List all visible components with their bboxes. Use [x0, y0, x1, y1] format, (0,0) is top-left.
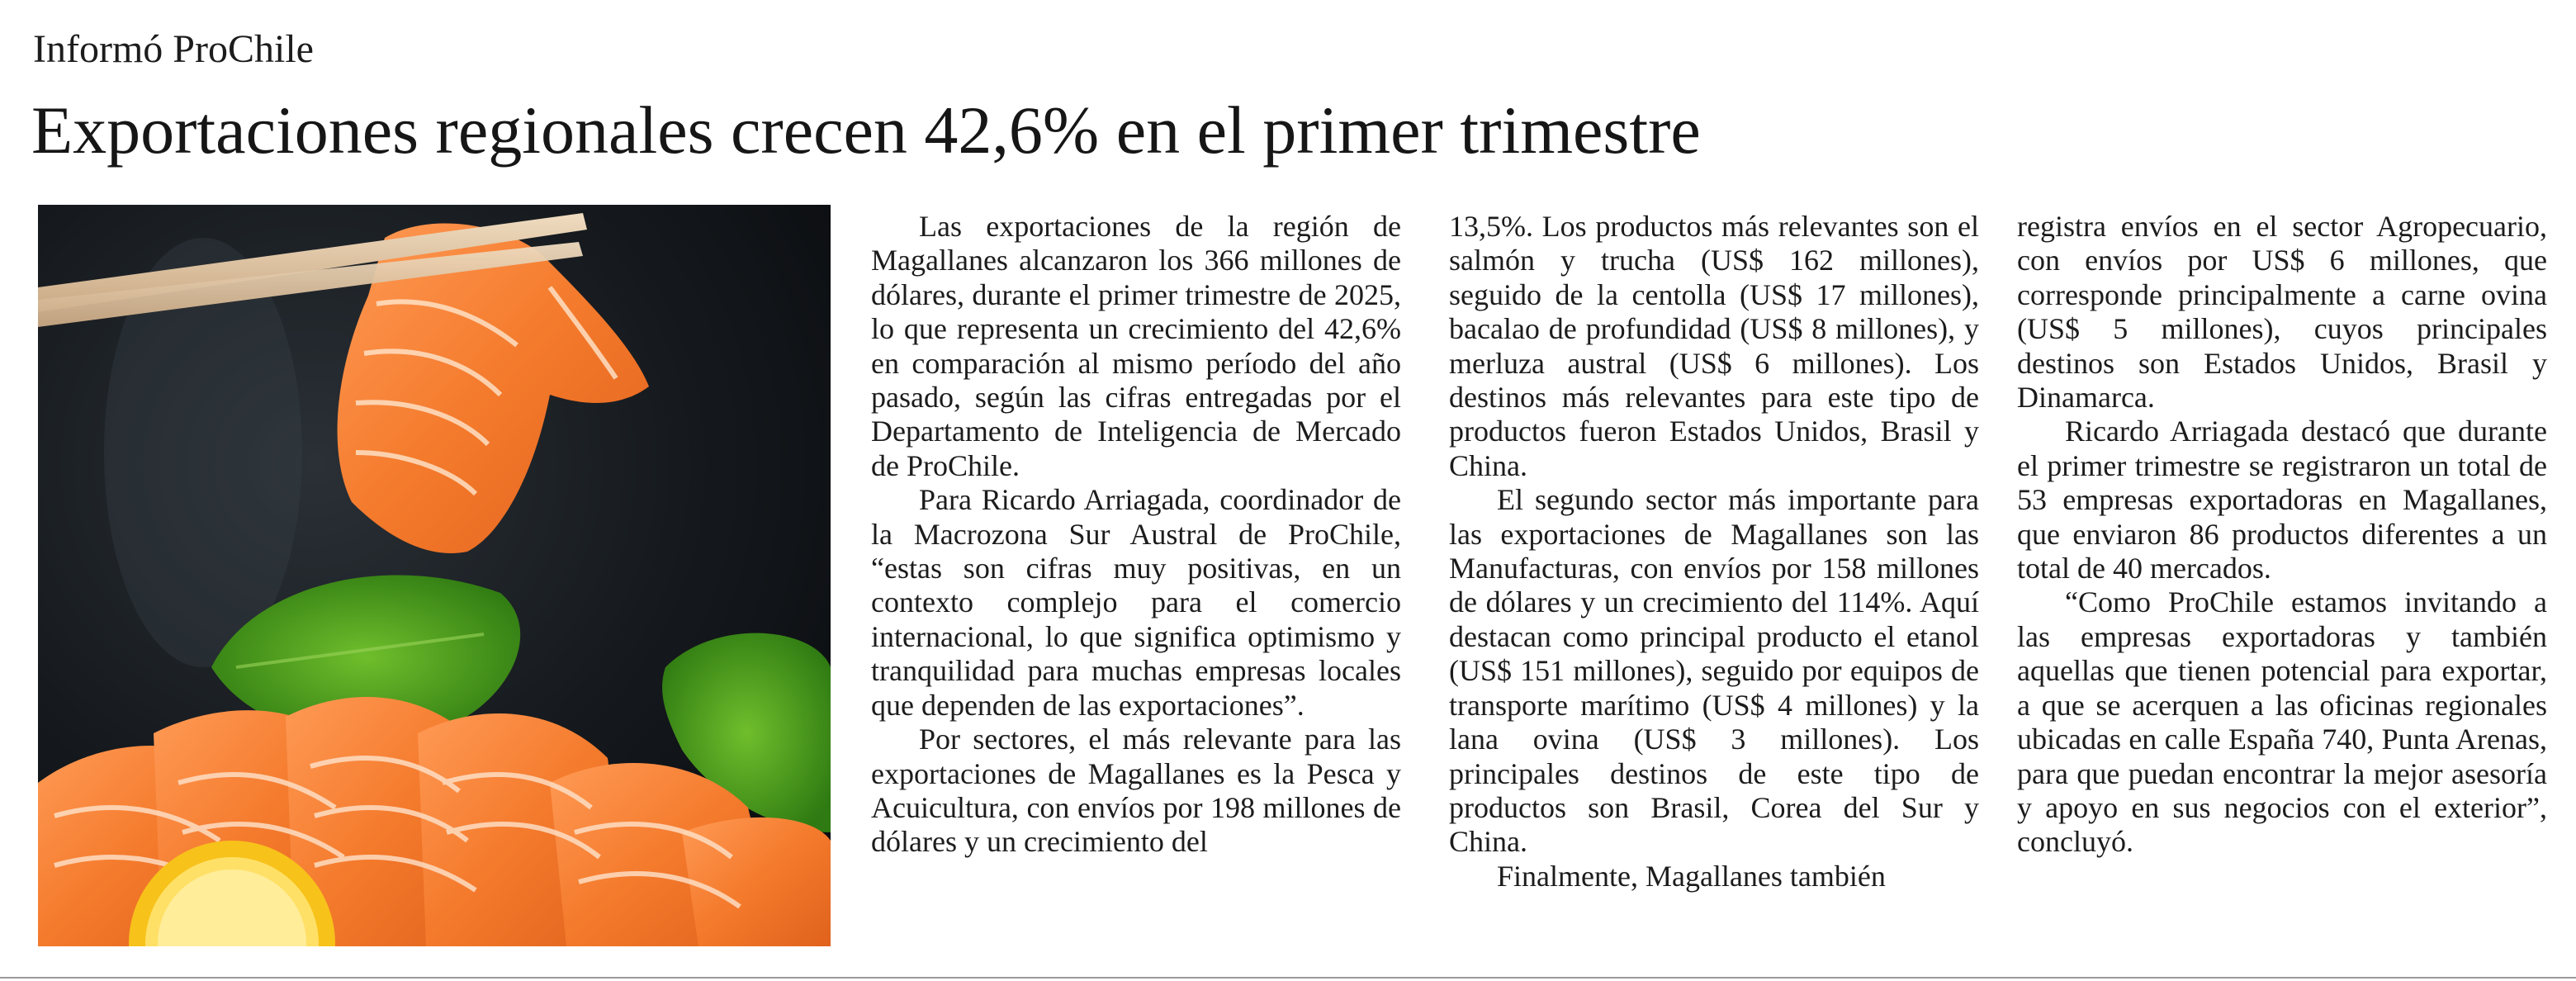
paragraph: Las exportaciones de la región de Magallanes alcanzaron los 366 millones de dólares, durante el primer trimestre de 2025, lo que representa un crecimiento del 42,6% en comparación al mismo período del año pasado, según las cifras entregadas por el Departamento de Inteligencia de Mercado de ProChile. — [871, 210, 1401, 482]
paragraph: registra envíos en el sector Agropecuario, con envíos por US$ 6 millones, que corresponde principalmente a carne ovina (US$ 5 millones), cuyos principales destinos son Estados Unidos, Brasil y Dinamarca. — [2017, 210, 2547, 415]
salmon-sashimi-photo — [38, 205, 831, 946]
paragraph: Para Ricardo Arriagada, coordinador de la Macrozona Sur Austral de ProChile, “estas son cifras muy positivas, en un contexto complejo para el comercio internacional, lo que significa optimismo y tranquilidad para muchas empresas locales que dependen de las exportaciones”. — [871, 483, 1401, 722]
bottom-divider — [0, 977, 2576, 979]
headline: Exportaciones regionales crecen 42,6% en el primer trimestre — [31, 92, 1701, 168]
paragraph: Ricardo Arriagada destacó que durante el primer trimestre se registraron un total de 53 empresas exportadoras en Magallanes, que enviaron 86 productos diferentes a un total de 40 mercados. — [2017, 415, 2547, 585]
paragraph: Finalmente, Magallanes también — [1497, 859, 1886, 893]
article-column-2 — [1449, 210, 1979, 893]
paragraph: Por sectores, el más relevante para las exportaciones de Magallanes es la Pesca y Acuicultura, con envíos por 198 millones de dólares y un crecimiento del — [871, 723, 1401, 859]
article-column-1 — [871, 210, 1401, 860]
paragraph: “Como ProChile estamos invitando a las empresas exportadoras y también aquellas que tienen potencial para exportar, a que se acerquen a las oficinas regionales ubicadas en calle España 740, Punta Arenas, para que puedan encontrar la mejor asesoría y apoyo en sus negocios con el exterior”, concluyó. — [2017, 585, 2547, 859]
paragraph: 13,5%. Los productos más relevantes son el salmón y trucha (US$ 162 millones), seguido de la centolla (US$ 17 millones), bacalao de profundidad (US$ 8 millones), y merluza austral (US$ 6 millones). Los destinos más relevantes para este tipo de productos fueron Estados Unidos, Brasil y China. — [1449, 210, 1979, 482]
article-column-3 — [2017, 210, 2547, 860]
kicker: Informó ProChile — [33, 27, 314, 71]
paragraph: El segundo sector más importante para las exportaciones de Magallanes son las Manufacturas, con envíos por 158 millones de dólares y un crecimiento del 114%. Aquí destacan como principal producto el etanol (US$ 151 millones), seguido por equipos de transporte marítimo (US$ 4 millones) y la lana ovina (US$ 3 millones). Los principales destinos de este tipo de productos son Brasil, Corea del Sur y China. — [1449, 483, 1979, 859]
